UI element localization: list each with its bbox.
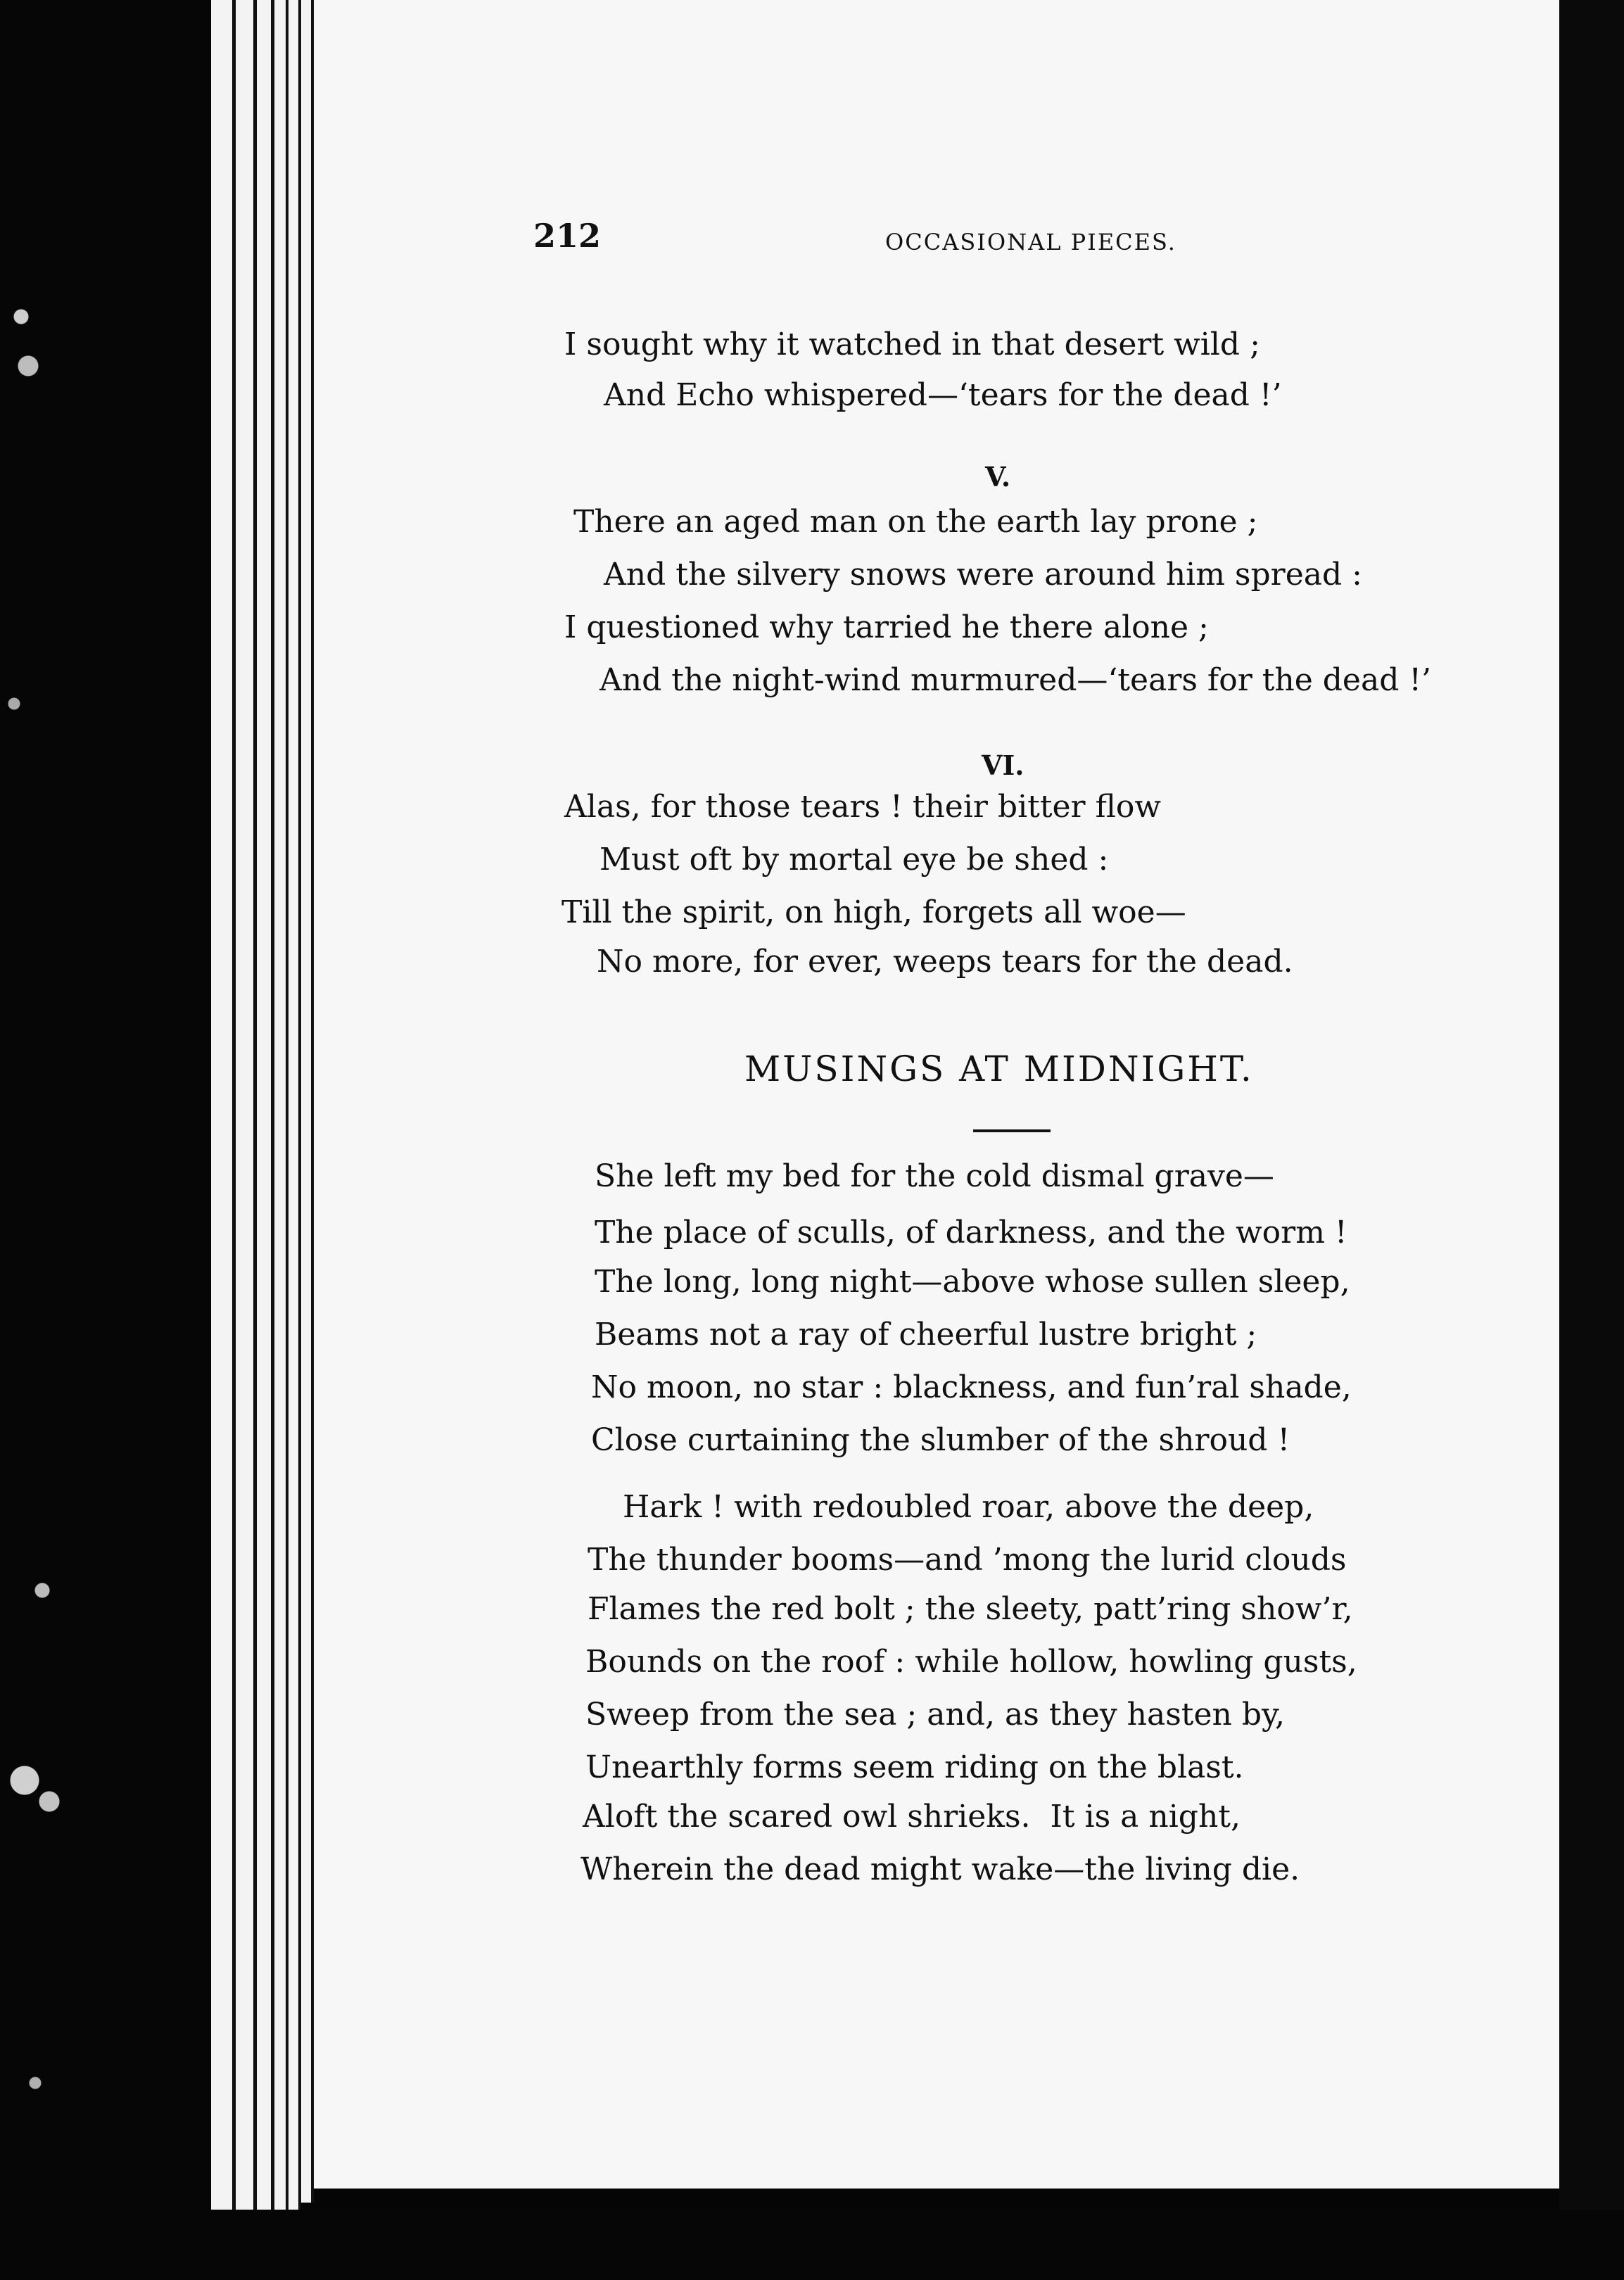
- page-edge: [288, 0, 301, 2210]
- verse-line: Wherein the dead might wake—the living die.: [581, 1851, 1300, 1887]
- verse-line: Aloft the scared owl shrieks. It is a night,: [583, 1799, 1241, 1835]
- verse-line: Close curtaining the slumber of the shroud !: [591, 1422, 1290, 1458]
- book-cover-left: [0, 0, 211, 2280]
- verse-line: And Echo whispered—‘tears for the dead !’: [604, 377, 1282, 413]
- verse-line: Flames the red bolt ; the sleety, patt’ring show’r,: [588, 1591, 1353, 1627]
- page-edge: [301, 0, 314, 2203]
- verse-line: The thunder booms—and ’mong the lurid clouds: [588, 1542, 1347, 1578]
- page-edge: [211, 0, 235, 2241]
- verse-line: The long, long night—above whose sullen sleep,: [595, 1264, 1350, 1300]
- page-edge: [257, 0, 274, 2224]
- page-edge: [274, 0, 288, 2217]
- verse-line: There an aged man on the earth lay prone ;: [573, 504, 1258, 540]
- verse-line: And the night-wind murmured—‘tears for the dead !’: [600, 662, 1432, 698]
- verse-line: I sought why it watched in that desert wild ;: [564, 327, 1260, 362]
- stanza-numeral: V.: [985, 461, 1011, 493]
- verse-line: Hark ! with redoubled roar, above the deep,: [623, 1489, 1314, 1525]
- verse-line: And the silvery snows were around him spread :: [604, 557, 1362, 593]
- poem-title: MUSINGS AT MIDNIGHT.: [744, 1049, 1254, 1089]
- verse-line: She left my bed for the cold dismal grave—: [595, 1158, 1274, 1194]
- verse-line: Till the spirit, on high, forgets all woe—: [562, 894, 1186, 930]
- verse-line: Alas, for those tears ! their bitter flow: [564, 789, 1162, 825]
- page-number: 212: [533, 217, 602, 255]
- verse-line: Bounds on the roof : while hollow, howling gusts,: [585, 1644, 1357, 1680]
- verse-line: No more, for ever, weeps tears for the dead.: [597, 944, 1293, 980]
- verse-line: I questioned why tarried he there alone ;: [564, 609, 1209, 645]
- verse-line: Sweep from the sea ; and, as they hasten by,: [585, 1697, 1286, 1733]
- verse-line: Unearthly forms seem riding on the blast.: [585, 1749, 1244, 1785]
- running-title: OCCASIONAL PIECES.: [885, 229, 1176, 255]
- scan-bottom-margin: [211, 2210, 1624, 2280]
- stanza-numeral: VI.: [982, 749, 1024, 781]
- verse-line: Beams not a ray of cheerful lustre bright ;: [595, 1317, 1257, 1353]
- verse-line: Must oft by mortal eye be shed :: [600, 842, 1109, 878]
- book-cover-right: [1559, 0, 1624, 2280]
- verse-line: No moon, no star : blackness, and fun’ral shade,: [591, 1369, 1352, 1405]
- verse-line: The place of sculls, of darkness, and the worm !: [595, 1215, 1347, 1250]
- page-edge: [236, 0, 256, 2231]
- title-rule: [973, 1129, 1051, 1132]
